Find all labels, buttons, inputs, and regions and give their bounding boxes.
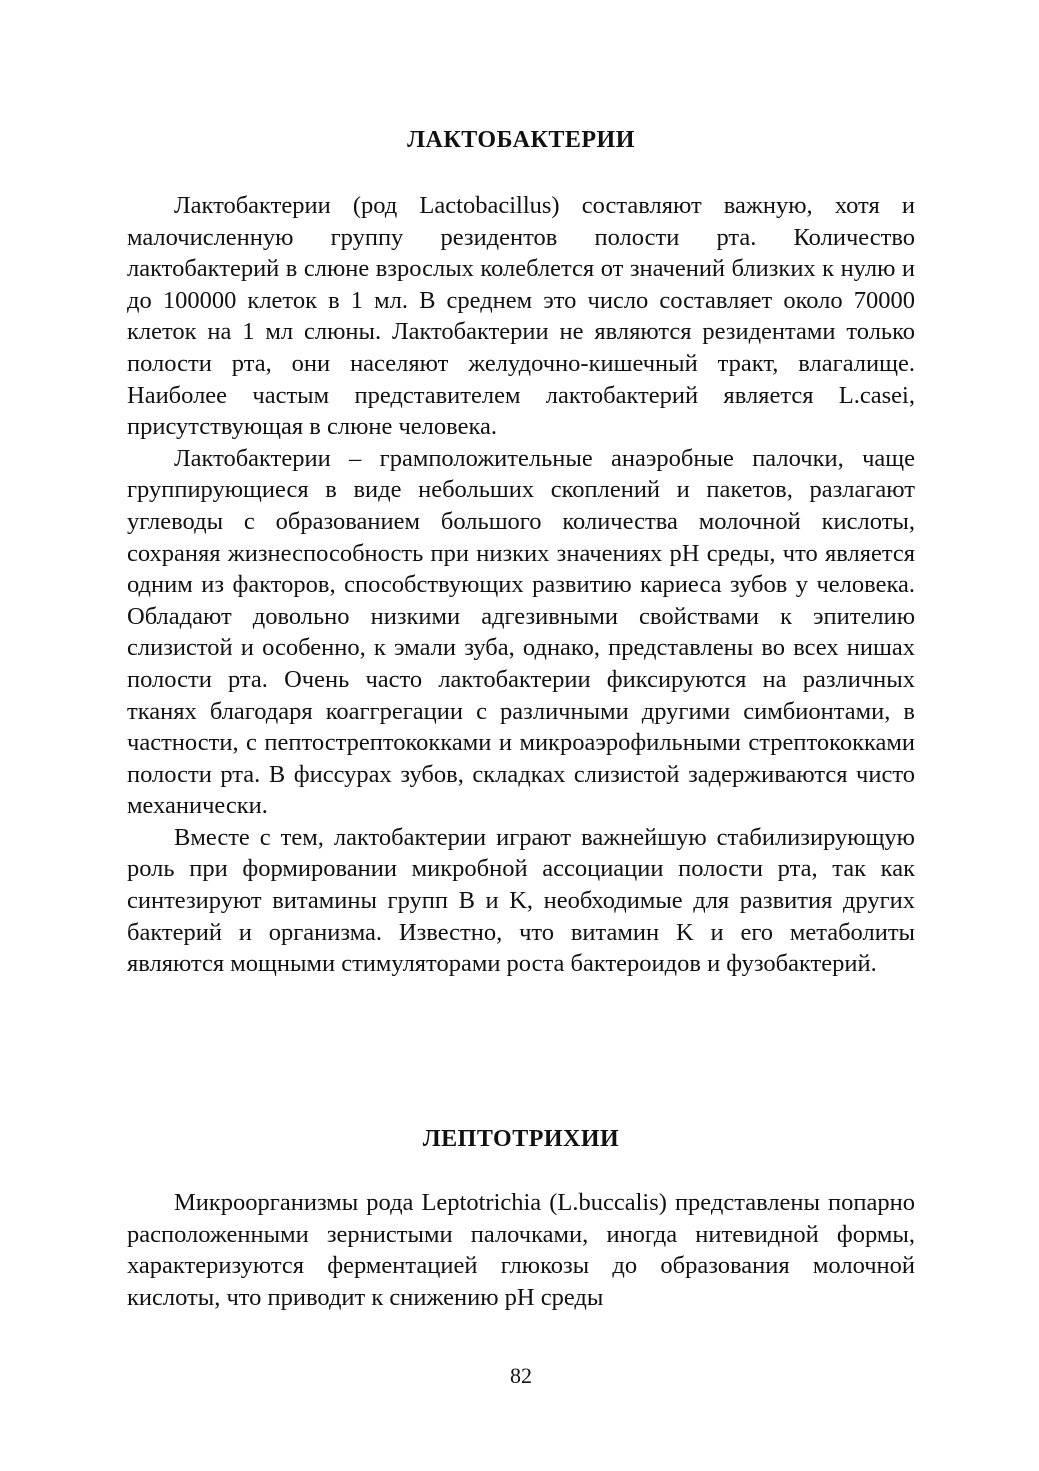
section-title-lactobacteria: ЛАКТОБАКТЕРИИ	[407, 127, 635, 153]
paragraph: Лактобактерии (род Lactobacillus) составляют важную, хотя и малочисленную группу резидентов полости рта. Количество лактобактерий в слюне взрослых колеблется от значений близких к нулю и до 100000 клеток в 1 мл. В среднем это число составляет около 70000 клеток на 1 мл слюны. Лактобактерии не являются резидентами только полости рта, они населяют желудочно-кишечный тракт, влагалище. Наиболее частым представителем лактобактерий является L.casei, присутствующая в слюне человека.	[127, 192, 915, 441]
section-body-leptotrichia	[127, 1187, 915, 1313]
paragraph: Вместе с тем, лактобактерии играют важнейшую стабилизирующую роль при формировании микробной ассоциации полости рта, так как синтезируют витамины групп B и K, необходимые для развития других бактерий и организма. Известно, что витамин K и его метаболиты являются мощными стимуляторами роста бактероидов и фузобактерий.	[127, 823, 915, 978]
paragraph: Лактобактерии – грамположительные анаэробные палочки, чаще группирующиеся в виде небольших скоплений и пакетов, разлагают углеводы с образованием большого количества молочной кислоты, сохраняя жизнеспособность при низких значениях pH среды, что является одним из факторов, способствующих развитию кариеса зубов у человека. Обладают довольно низкими адгезивными свойствами к эпителию слизистой и особенно, к эмали зуба, однако, представлены во всех нишах полости рта. Очень часто лактобактерии фиксируются на различных тканях благодаря коаггрегации с различными другими симбионтами, в частности, с пептострептококками и микроаэрофильными стрептококками полости рта. В фиссурах зубов, складках слизистой задерживаются чисто механически.	[127, 444, 915, 820]
paragraph: Микроорганизмы рода Leptotrichia (L.buccalis) представлены попарно расположенными зернистыми палочками, иногда нитевидной формы, характеризуются ферментацией глюкозы до образования молочной кислоты, что приводит к снижению pH среды	[127, 1189, 915, 1311]
section-body-lactobacteria	[127, 190, 915, 980]
page-number: 82	[510, 1363, 532, 1388]
book-page	[127, 0, 915, 1471]
section-title-leptotrichia: ЛЕПТОТРИХИИ	[422, 1126, 620, 1152]
